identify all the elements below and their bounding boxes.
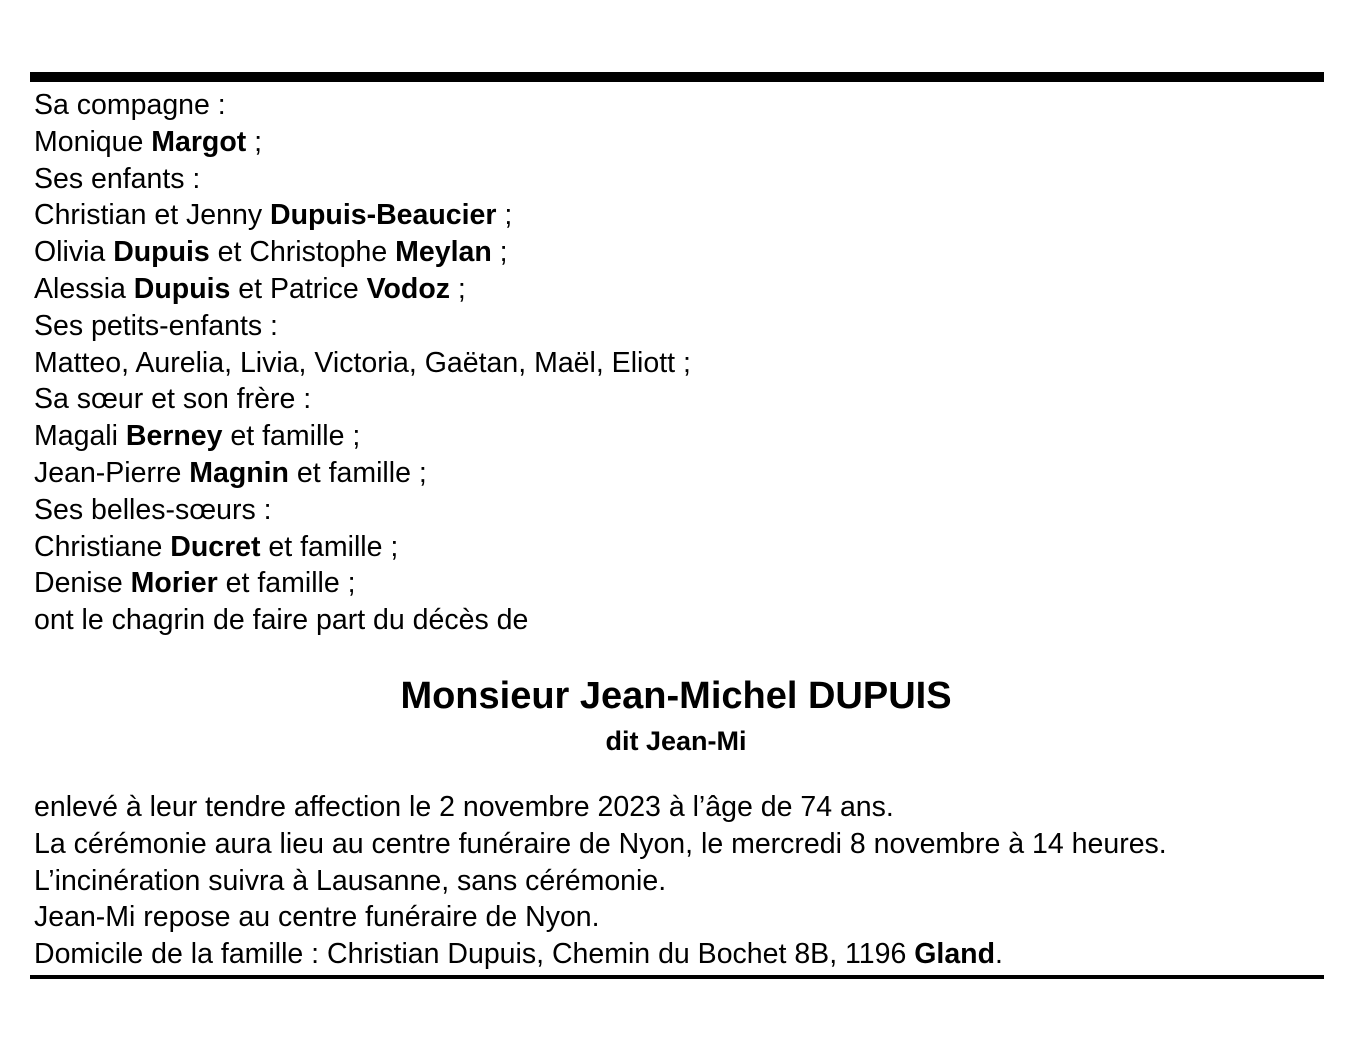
surname: Berney [125, 420, 223, 453]
surname: Gland [914, 938, 995, 971]
text-line [34, 826, 1167, 863]
text-line [34, 529, 691, 566]
text-line [34, 381, 691, 418]
surname: Ducret [170, 530, 261, 563]
text-segment: ont le chagrin de faire part du décès de [34, 604, 529, 637]
bottom-divider [30, 975, 1324, 979]
surname: Dupuis [113, 236, 210, 269]
text-segment: Matteo, Aurelia, Livia, Victoria, Gaëtan, Maël, Eliott ; [34, 346, 691, 379]
text-segment: Jean-Pierre [34, 456, 190, 489]
surname: Morier [130, 567, 218, 600]
text-segment: Olivia [34, 236, 114, 269]
top-divider [30, 72, 1324, 82]
text-segment: ; [491, 236, 508, 269]
text-segment: et famille ; [260, 530, 399, 563]
text-line [34, 565, 691, 602]
deceased-nickname: dit Jean-Mi [605, 726, 747, 756]
text-segment: Ses petits-enfants : [34, 309, 278, 342]
surname: Meylan [395, 236, 492, 269]
text-segment: Denise [34, 567, 131, 600]
text-line [34, 197, 691, 234]
text-line [34, 124, 691, 161]
text-segment: et famille ; [288, 456, 427, 489]
text-segment: Magali [34, 420, 126, 453]
text-line [34, 936, 1167, 973]
text-segment: Christiane [34, 530, 171, 563]
text-line [34, 234, 691, 271]
text-segment: Alessia [34, 272, 134, 305]
text-segment: enlevé à leur tendre affection le 2 novembre 2023 à l’âge de 74 ans. [34, 791, 894, 823]
text-segment: Sa compagne : [34, 89, 226, 121]
text-segment: et famille ; [222, 420, 361, 453]
text-segment: Monique [34, 125, 152, 158]
text-line [34, 345, 691, 382]
text-segment: Ses enfants : [34, 162, 201, 195]
text-line [34, 308, 691, 345]
surname: Magnin [189, 456, 289, 489]
text-line [34, 161, 691, 198]
text-segment: Domicile de la famille : Christian Dupuis, Chemin du Bochet 8B, 1196 [34, 938, 915, 971]
text-line [34, 602, 691, 639]
text-line [34, 271, 691, 308]
text-segment: et famille ; [217, 567, 356, 600]
text-line [34, 455, 691, 492]
announcement-details [34, 789, 1167, 973]
deceased-name: Monsieur Jean-Michel DUPUIS [400, 675, 952, 717]
text-segment: Ses belles-sœurs : [34, 493, 272, 526]
text-segment: Sa sœur et son frère : [34, 383, 312, 416]
text-segment: Jean-Mi repose au centre funéraire de Nyon. [34, 901, 600, 934]
text-line [34, 87, 691, 124]
text-segment: L’incinération suivra à Lausanne, sans cérémonie. [34, 864, 667, 897]
text-line [34, 492, 691, 529]
surname: Dupuis-Beaucier [270, 199, 497, 232]
text-segment: . [995, 938, 1003, 971]
text-line [34, 899, 1167, 936]
text-segment: ; [496, 199, 513, 232]
surname: Vodoz [366, 272, 450, 305]
text-segment: et Christophe [209, 236, 396, 269]
family-list [34, 87, 691, 639]
surname: Margot [151, 125, 247, 158]
surname: Dupuis [133, 272, 231, 305]
text-line [34, 789, 1167, 826]
text-segment: ; [246, 125, 263, 158]
text-segment: La cérémonie aura lieu au centre funéraire de Nyon, le mercredi 8 novembre à 14 heures. [34, 827, 1167, 860]
text-line [34, 863, 1167, 900]
text-segment: Christian et Jenny [34, 199, 271, 232]
text-line [34, 418, 691, 455]
text-segment: et Patrice [230, 272, 367, 305]
text-segment: ; [449, 272, 466, 305]
